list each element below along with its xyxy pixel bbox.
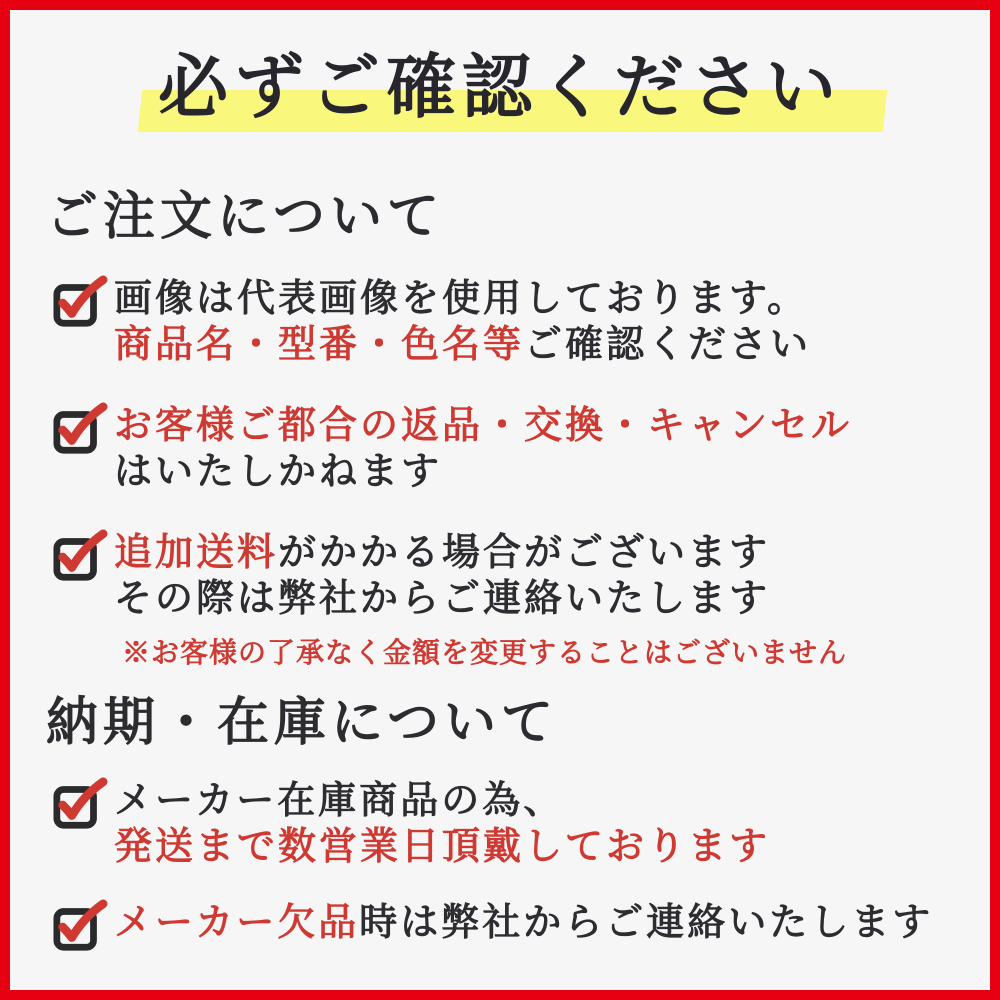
checkbox-icon — [52, 899, 108, 953]
section-heading-order: ご注文について — [46, 189, 444, 246]
notice-item-text — [114, 531, 970, 670]
notice-text-red: ※お客様の了承なく金額を変更することはございません — [122, 637, 848, 669]
checkbox-icon — [52, 402, 108, 456]
checkbox-icon — [52, 275, 108, 329]
notice-text: ご確認ください — [524, 323, 812, 366]
checkbox-icon — [52, 777, 108, 831]
notice-line — [114, 825, 970, 871]
notice-line — [114, 277, 970, 323]
notice-text-red: 商品名・型番・色名等 — [114, 323, 525, 366]
notice-text: メーカー在庫商品の為、 — [114, 780, 565, 823]
notice-item-text — [114, 901, 970, 947]
title-block — [10, 50, 990, 134]
notice-footnote — [122, 637, 970, 671]
notice-line — [114, 901, 970, 947]
notice-item-extra-shipping — [52, 531, 970, 670]
notice-line — [114, 779, 970, 825]
notice-item-no-returns — [52, 404, 970, 495]
notice-text-red: メーカー欠品 — [114, 901, 360, 944]
page-title: 必ずご確認ください — [158, 50, 842, 127]
notice-item-maker-stock — [52, 779, 970, 870]
notice-text: 時は弊社からご連絡いたします — [359, 901, 934, 944]
checkbox-icon — [52, 529, 108, 583]
section-heading-stock: 納期・在庫について — [46, 695, 558, 753]
notice-item-text — [114, 277, 970, 368]
notice-line — [114, 577, 970, 623]
notice-text: その際は弊社からご連絡いたします — [114, 578, 771, 621]
notice-item-maker-out-of-stock — [52, 901, 970, 953]
notice-line — [114, 531, 970, 577]
notice-text: がかかる場合がございます — [278, 532, 771, 575]
notice-text: はいたしかねます — [114, 450, 443, 493]
notice-text-red: お客様ご都合の返品・交換・キャンセル — [114, 405, 853, 448]
notice-line — [114, 404, 970, 450]
notice-text-red: 追加送料 — [114, 532, 279, 575]
notice-item-text — [114, 404, 970, 495]
notice-line — [114, 450, 970, 496]
notice-item-text — [114, 779, 970, 870]
notice-item-representative-image — [52, 277, 970, 368]
notice-text: 画像は代表画像を使用しております。 — [114, 278, 808, 321]
notice-line — [114, 323, 970, 369]
notice-text-red: 発送まで数営業日頂戴しております — [114, 825, 771, 868]
